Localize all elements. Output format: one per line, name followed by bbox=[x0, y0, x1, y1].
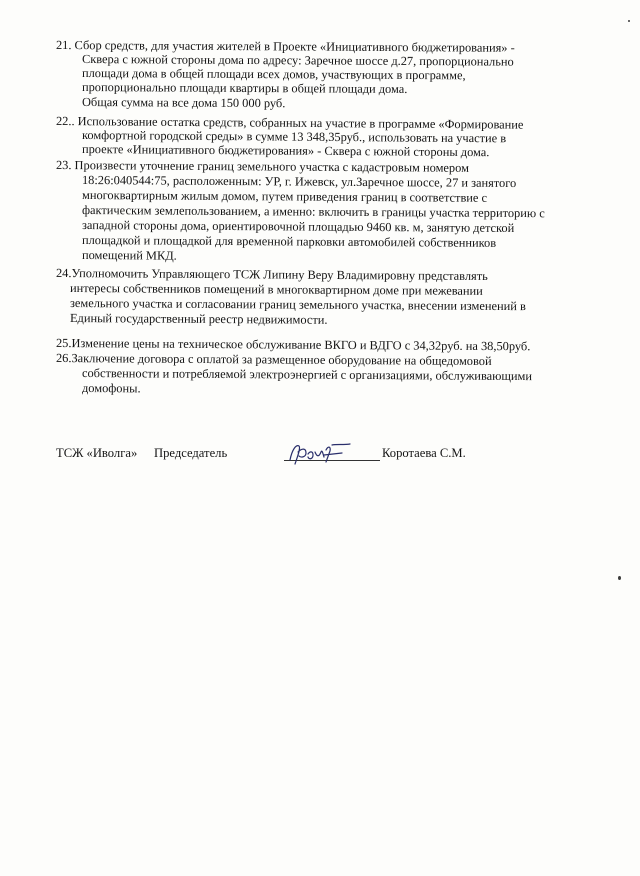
item-24-line-1: 24.Уполномочить Управляющего ТСЖ Липину Веру Владимировну представлять bbox=[55, 266, 488, 284]
item-24-line-3: земельного участка и согласовании границ земельного участка, внесении изменений в bbox=[69, 296, 526, 314]
handwritten-signature bbox=[286, 440, 356, 470]
item-24-line-2: интересы собственников помещений в многоквартирном доме при межевании bbox=[69, 281, 483, 298]
item-21-line-2: Сквера с южной стороны дома по адресу: Заречное шоссе д.27, пропорционально bbox=[81, 52, 514, 69]
item-21-line-1: 21. Сбор средств, для участия жителей в Проекте «Инициативного бюджетирования» - bbox=[55, 38, 515, 55]
item-22-line-2: комфортной городской среды» в сумме 13 348,35руб., использовать на участие в bbox=[81, 128, 507, 146]
item-21-line-3: площади дома в общей площади всех домов, участвующих в программе, bbox=[81, 66, 466, 83]
item-23-line-1: 23. Произвести уточнение границ земельного участка с кадастровым номером bbox=[55, 158, 469, 175]
scan-speck bbox=[628, 20, 630, 22]
item-23-line-7: помещений МКД. bbox=[81, 248, 177, 263]
scan-speck bbox=[618, 576, 621, 580]
item-21-line-4: пропорционально площади квартиры в общей площади дома. bbox=[81, 80, 408, 96]
item-24-line-4: Единый государственный реестр недвижимости. bbox=[69, 311, 328, 327]
organization-name: ТСЖ «Иволга» bbox=[56, 446, 138, 460]
item-26-line-3: домофоны. bbox=[81, 381, 141, 396]
item-26-line-2: собственности и потребляемой электроэнергией с организациями, обслуживающими bbox=[81, 366, 533, 384]
item-23-line-3: многоквартирным жилым домом, путем приведения границ в соответствие с bbox=[81, 188, 488, 205]
item-23-line-6: площадкой и площадкой для временной парковки автомобилей собственников bbox=[81, 233, 497, 250]
signer-name: Коротаева С.М. bbox=[382, 446, 466, 460]
item-22-line-1: 22.. Использование остатка средств, собранных на участие в программе «Формирование bbox=[55, 114, 524, 132]
item-26-line-1: 26.Заключение договора с оплатой за размещенное оборудование на общедомовой bbox=[55, 351, 492, 369]
item-23-line-5: западной стороны дома, ориентировочной площадью 9460 кв. м, занятую детской bbox=[81, 218, 515, 236]
item-25-line-1: 25.Изменение цены на техническое обслуживание ВКГО и ВДГО с 34,32руб. на 38,50руб. bbox=[55, 336, 531, 354]
signer-role: Председатель bbox=[154, 446, 228, 460]
item-23-line-4: фактическим землепользованием, а именно: включить в границы участка территорию с bbox=[81, 203, 545, 221]
item-22-line-3: проекте «Инициативного бюджетирования» - Сквера с южной стороны дома. bbox=[81, 142, 490, 160]
item-21-line-5: Общая сумма на все дома 150 000 руб. bbox=[81, 95, 286, 111]
item-23-line-2: 18:26:040544:75, расположенным: УР, г. Ижевск, ул.Заречное шоссе, 27 и занятого bbox=[81, 173, 517, 191]
